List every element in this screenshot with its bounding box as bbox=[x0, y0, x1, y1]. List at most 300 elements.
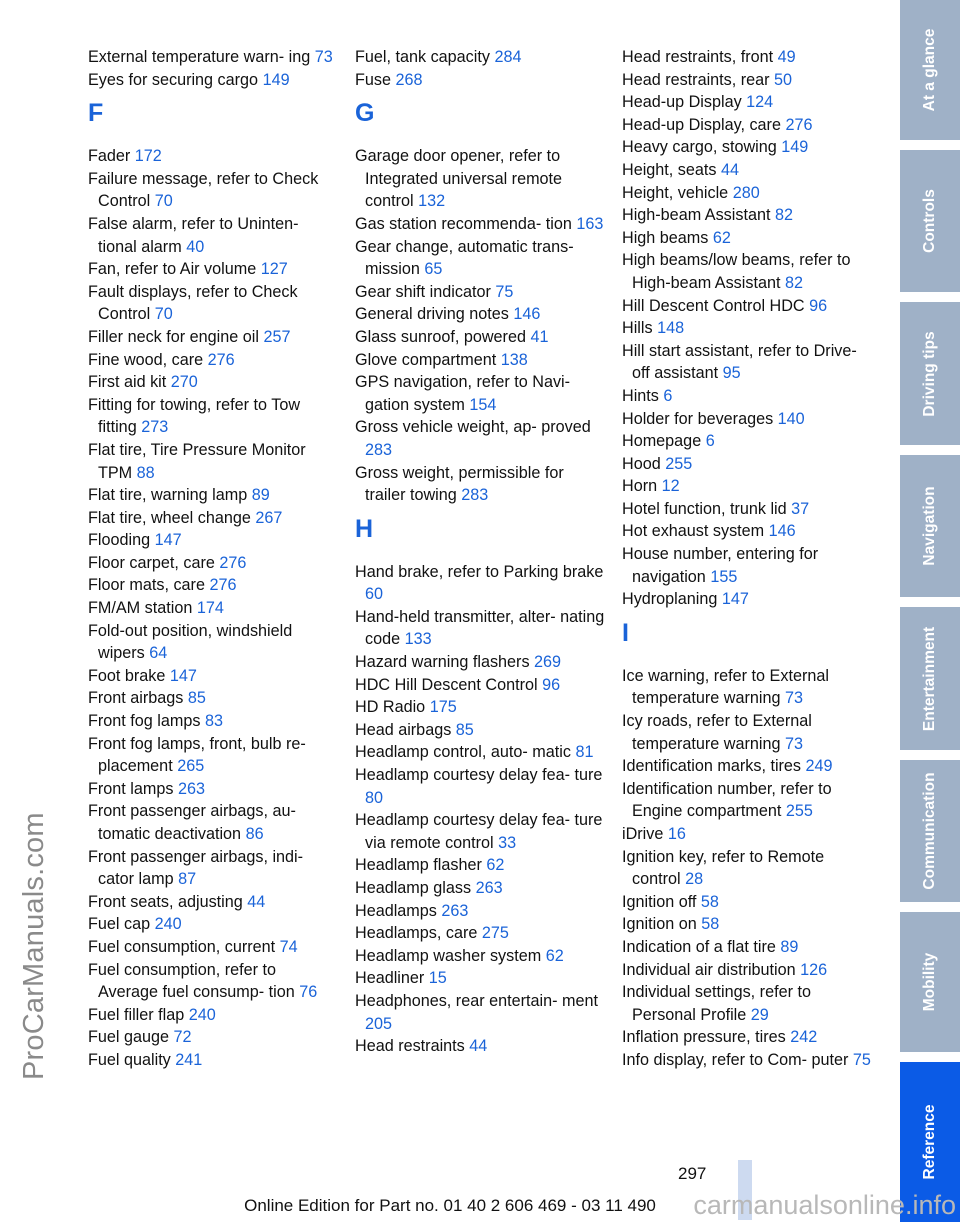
index-entry-text: Flat tire, wheel change bbox=[88, 508, 251, 527]
index-page-link[interactable]: 255 bbox=[785, 802, 813, 821]
index-page-link[interactable]: 154 bbox=[469, 395, 497, 414]
index-entry-text: Head restraints, rear bbox=[622, 70, 770, 89]
index-entry-text: Height, seats bbox=[622, 160, 717, 179]
index-page-link[interactable]: 44 bbox=[247, 892, 266, 911]
index-entry bbox=[622, 159, 872, 182]
index-page-link[interactable]: 163 bbox=[576, 214, 604, 233]
index-entry bbox=[355, 561, 605, 606]
section-tab-at-a-glance[interactable] bbox=[900, 0, 960, 140]
index-page-link[interactable]: 149 bbox=[262, 70, 290, 89]
index-page-link[interactable]: 33 bbox=[498, 833, 517, 852]
index-entry-text: External temperature warn‐ ing bbox=[88, 48, 311, 66]
index-entry bbox=[355, 281, 605, 304]
index-entry-text: Hydroplaning bbox=[622, 590, 718, 609]
index-page-link[interactable]: 148 bbox=[657, 319, 685, 338]
index-entry bbox=[355, 945, 605, 968]
index-page-link[interactable]: 241 bbox=[175, 1050, 203, 1069]
index-entry bbox=[88, 552, 338, 575]
index-page-link[interactable]: 267 bbox=[255, 508, 283, 527]
index-entry bbox=[622, 936, 872, 959]
index-entry-text: Headlamp courtesy delay fea‐ ture via remote control bbox=[355, 811, 603, 852]
index-entry bbox=[355, 349, 605, 372]
index-entry-text: Fuel, tank capacity bbox=[355, 48, 490, 66]
index-page-link[interactable]: 283 bbox=[461, 486, 489, 505]
index-entry bbox=[355, 900, 605, 923]
index-page-link[interactable]: 89 bbox=[780, 937, 799, 956]
index-entry-text: Head airbags bbox=[355, 720, 452, 739]
section-tab-label: Mobility bbox=[921, 952, 938, 1012]
index-entry-text: Horn bbox=[622, 477, 658, 496]
index-entry-text: Gear shift indicator bbox=[355, 282, 491, 301]
index-page-link[interactable]: 82 bbox=[784, 273, 803, 292]
index-page-link[interactable]: 62 bbox=[545, 946, 564, 965]
index-entry-text: Gross vehicle weight, ap‐ proved bbox=[355, 418, 591, 437]
index-entry-text: Info display, refer to Com‐ puter bbox=[622, 1050, 849, 1069]
index-entry-text: Floor mats, care bbox=[88, 576, 205, 595]
index-page-link[interactable]: 124 bbox=[746, 93, 774, 112]
index-entry bbox=[88, 687, 338, 710]
index-page-link[interactable]: 174 bbox=[196, 599, 224, 618]
index-page-link[interactable]: 6 bbox=[705, 432, 715, 451]
index-entry bbox=[622, 778, 872, 823]
index-entry bbox=[622, 959, 872, 982]
index-entry bbox=[88, 349, 338, 372]
index-entry bbox=[622, 588, 872, 611]
index-page-link[interactable]: 126 bbox=[800, 960, 828, 979]
index-entry-text: Ignition key, refer to Remote control bbox=[622, 847, 825, 889]
index-page-link[interactable]: 284 bbox=[494, 48, 522, 66]
index-entry-text: Headliner bbox=[355, 969, 425, 988]
index-page-link[interactable]: 147 bbox=[154, 531, 182, 550]
index-page-link[interactable]: 263 bbox=[177, 779, 205, 798]
index-page-link[interactable]: 276 bbox=[209, 576, 237, 595]
index-page-link[interactable]: 72 bbox=[173, 1028, 192, 1047]
index-page-link[interactable]: 132 bbox=[418, 192, 446, 211]
index-page-link[interactable]: 270 bbox=[170, 373, 198, 392]
index-page-link[interactable]: 70 bbox=[154, 305, 173, 324]
index-page-link[interactable]: 140 bbox=[777, 409, 805, 428]
index-entry bbox=[88, 710, 338, 733]
section-tab-label: Communication bbox=[921, 772, 938, 890]
footer-watermark: carmanualsonline.info bbox=[693, 1190, 956, 1220]
index-entry bbox=[88, 574, 338, 597]
index-page-link[interactable]: 96 bbox=[809, 296, 828, 315]
index-entry bbox=[622, 846, 872, 891]
index-entry bbox=[88, 484, 338, 507]
index-entry-text: Hazard warning flashers bbox=[355, 653, 530, 672]
index-entry-text: Front fog lamps, front, bulb re‐ placement bbox=[88, 734, 306, 776]
index-entry-text: Filler neck for engine oil bbox=[88, 327, 259, 346]
index-page-link[interactable]: 95 bbox=[722, 364, 741, 383]
section-tab-mobility[interactable] bbox=[900, 912, 960, 1052]
index-entry bbox=[88, 620, 338, 665]
index-entry-text: Hot exhaust system bbox=[622, 522, 765, 541]
index-entry bbox=[88, 1049, 338, 1072]
index-entry-text: Fuel gauge bbox=[88, 1028, 170, 1047]
index-entry-text: Flat tire, warning lamp bbox=[88, 486, 248, 505]
index-entry bbox=[355, 741, 605, 764]
index-page-link[interactable]: 87 bbox=[178, 870, 197, 889]
index-entry bbox=[88, 439, 338, 484]
index-entry bbox=[88, 145, 338, 168]
index-page-link[interactable]: 85 bbox=[455, 720, 474, 739]
index-page-link[interactable]: 276 bbox=[785, 115, 813, 134]
index-entry-text: Head restraints, front bbox=[622, 48, 774, 66]
index-entry bbox=[355, 674, 605, 697]
index-entry-text: HD Radio bbox=[355, 698, 426, 717]
index-entry bbox=[622, 227, 872, 250]
index-entry bbox=[622, 430, 872, 453]
section-tab-label: Controls bbox=[921, 189, 938, 253]
index-page-link[interactable]: 16 bbox=[667, 825, 686, 843]
index-entry-text: Headlamp flasher bbox=[355, 856, 482, 875]
index-entry-text: Ice warning, refer to External temperature warning bbox=[622, 666, 829, 708]
index-page-link[interactable]: 44 bbox=[720, 160, 739, 179]
index-entry bbox=[88, 326, 338, 349]
index-page-link[interactable]: 29 bbox=[750, 1005, 769, 1024]
index-entry-text: Identification marks, tires bbox=[622, 757, 802, 776]
index-column-1 bbox=[88, 46, 338, 1072]
index-entry bbox=[355, 877, 605, 900]
index-entry bbox=[88, 258, 338, 281]
index-entry bbox=[88, 371, 338, 394]
index-entry bbox=[355, 416, 605, 461]
index-page-link[interactable]: 146 bbox=[768, 522, 796, 541]
index-entry-text: iDrive bbox=[622, 825, 664, 843]
index-entry bbox=[88, 69, 338, 92]
index-entry-text: High-beam Assistant bbox=[622, 206, 771, 225]
index-page-link[interactable]: 49 bbox=[777, 48, 796, 66]
index-entry bbox=[622, 755, 872, 778]
index-entry bbox=[355, 236, 605, 281]
index-entry bbox=[355, 371, 605, 416]
index-page-link[interactable]: 276 bbox=[207, 350, 235, 369]
index-entry bbox=[88, 1004, 338, 1027]
index-entry-text: Individual air distribution bbox=[622, 960, 796, 979]
index-entry-text: Headlamps, care bbox=[355, 924, 478, 943]
index-entry-text: Ignition off bbox=[622, 892, 697, 911]
index-entry-text: Identification number, refer to Engine compartment bbox=[622, 779, 832, 821]
index-entry bbox=[622, 543, 872, 588]
section-tab-label: Navigation bbox=[921, 486, 938, 566]
index-entry-text: Headlamp control, auto‐ matic bbox=[355, 743, 571, 762]
index-page-link[interactable]: 41 bbox=[530, 327, 549, 346]
index-entry bbox=[622, 91, 872, 114]
index-page-link[interactable]: 257 bbox=[263, 327, 291, 346]
index-page-link[interactable]: 172 bbox=[134, 147, 162, 166]
index-page-link[interactable]: 89 bbox=[251, 486, 270, 505]
index-page-link[interactable]: 268 bbox=[395, 70, 423, 89]
index-page-link[interactable]: 81 bbox=[575, 743, 594, 762]
index-entry-text: Head restraints bbox=[355, 1037, 465, 1056]
index-page-link[interactable]: 83 bbox=[204, 712, 223, 731]
index-page-link[interactable]: 240 bbox=[154, 915, 182, 934]
index-entry bbox=[622, 665, 872, 710]
index-entry-text: House number, entering for navigation bbox=[622, 545, 819, 586]
index-entry-text: Hand brake, refer to Parking brake bbox=[355, 562, 604, 581]
index-letter-heading: F bbox=[88, 99, 104, 128]
index-entry-text: First aid kit bbox=[88, 373, 167, 392]
index-page-link[interactable]: 62 bbox=[486, 856, 505, 875]
index-entry-text: Fitting for towing, refer to Tow fitting bbox=[88, 395, 301, 437]
index-page-link[interactable]: 127 bbox=[260, 260, 288, 279]
section-tab-communication[interactable] bbox=[900, 760, 960, 902]
index-entry-text: Homepage bbox=[622, 432, 702, 451]
index-entry-text: Flat tire, Tire Pressure Monitor TPM bbox=[88, 440, 306, 482]
index-page-link[interactable]: 37 bbox=[791, 499, 810, 518]
index-entry-text: Holder for beverages bbox=[622, 409, 774, 428]
index-entry bbox=[88, 778, 338, 801]
index-entry-text: Floor carpet, care bbox=[88, 553, 215, 572]
index-page-link[interactable]: 263 bbox=[475, 879, 503, 897]
index-entry bbox=[622, 453, 872, 476]
index-entry bbox=[622, 823, 872, 846]
index-entry-text: False alarm, refer to Uninten‐ tional alarm bbox=[88, 214, 299, 256]
index-page-link[interactable]: 255 bbox=[665, 454, 693, 473]
index-page-link[interactable]: 86 bbox=[245, 825, 264, 843]
index-entry bbox=[622, 1026, 872, 1049]
index-page-link[interactable]: 146 bbox=[513, 305, 541, 324]
index-page-link[interactable]: 269 bbox=[534, 653, 562, 672]
index-entry bbox=[355, 303, 605, 326]
index-page-link[interactable]: 75 bbox=[852, 1050, 871, 1069]
index-entry bbox=[88, 1026, 338, 1049]
index-entry bbox=[622, 136, 872, 159]
index-entry-text: Gear change, automatic trans‐ mission bbox=[355, 237, 574, 279]
index-page-link[interactable]: 65 bbox=[424, 260, 443, 279]
index-entry bbox=[355, 719, 605, 742]
index-letter-heading: G bbox=[355, 99, 375, 128]
index-entry bbox=[355, 922, 605, 945]
section-tab-sidebar bbox=[900, 0, 960, 1222]
index-entry bbox=[622, 891, 872, 914]
section-tab-controls[interactable] bbox=[900, 150, 960, 292]
index-entry-text: FM/AM station bbox=[88, 599, 193, 618]
index-entry-text: Hand-held transmitter, alter‐ nating code bbox=[355, 607, 605, 649]
index-page-link[interactable]: 280 bbox=[732, 183, 760, 202]
index-entry-text: Inflation pressure, tires bbox=[622, 1028, 786, 1047]
index-entry-text: Fuel filler flap bbox=[88, 1005, 185, 1024]
index-page-link[interactable]: 147 bbox=[721, 590, 749, 609]
index-entry bbox=[355, 213, 605, 236]
index-column-2 bbox=[355, 46, 605, 1058]
index-entry-text: Headlamp glass bbox=[355, 879, 472, 897]
index-page-link[interactable]: 82 bbox=[774, 206, 793, 225]
index-entry-text: Hints bbox=[622, 386, 659, 405]
index-page-link[interactable]: 12 bbox=[661, 477, 680, 496]
index-page-link[interactable]: 283 bbox=[365, 440, 393, 459]
index-page-link[interactable]: 60 bbox=[365, 585, 384, 604]
index-entry bbox=[355, 606, 605, 651]
section-tab-label: Entertainment bbox=[921, 626, 938, 731]
index-entry-text: Fuse bbox=[355, 70, 391, 89]
index-page-link[interactable]: 58 bbox=[700, 892, 719, 911]
index-entry-text: Fuel cap bbox=[88, 915, 151, 934]
index-entry bbox=[88, 46, 338, 69]
index-entry bbox=[355, 326, 605, 349]
index-entry-text: Garage door opener, refer to Integrated universal remote control bbox=[355, 147, 563, 211]
index-column-3 bbox=[622, 46, 872, 1072]
index-entry bbox=[88, 891, 338, 914]
index-entry-text: Front seats, adjusting bbox=[88, 892, 243, 911]
index-entry-text: Head-up Display bbox=[622, 93, 742, 112]
section-tab-label: Reference bbox=[921, 1104, 938, 1180]
index-entry-text: Headphones, rear entertain‐ ment bbox=[355, 991, 598, 1010]
index-entry-text: Hills bbox=[622, 319, 653, 338]
index-page-link[interactable]: 6 bbox=[663, 386, 673, 405]
index-letter-heading: H bbox=[355, 514, 374, 543]
index-page-link[interactable]: 15 bbox=[428, 969, 447, 988]
index-page-link[interactable]: 273 bbox=[141, 418, 169, 437]
index-page-link[interactable]: 58 bbox=[701, 915, 720, 934]
index-entry bbox=[622, 1049, 872, 1072]
index-entry-text: High beams/low beams, refer to High-beam Assistant bbox=[622, 251, 851, 292]
index-entry-text: Front passenger airbags, au‐ tomatic deactivation bbox=[88, 802, 296, 843]
index-entry-text: Flooding bbox=[88, 531, 151, 550]
index-entry-text: Hill start assistant, refer to Drive-off assistant bbox=[622, 341, 857, 383]
index-entry bbox=[622, 317, 872, 340]
index-page-link[interactable]: 88 bbox=[136, 463, 155, 482]
index-entry-text: Individual settings, refer to Personal Profile bbox=[622, 983, 811, 1024]
index-entry bbox=[88, 168, 338, 213]
index-page-link[interactable]: 50 bbox=[774, 70, 793, 89]
index-entry bbox=[355, 46, 605, 69]
index-entry bbox=[622, 475, 872, 498]
index-entry-text: Fader bbox=[88, 147, 131, 166]
index-entry-text: Hotel function, trunk lid bbox=[622, 499, 787, 518]
index-page-link[interactable]: 73 bbox=[314, 48, 333, 66]
footer-edition-text: Online Edition for Part no. 01 40 2 606 469 - 03 11 490 bbox=[244, 1196, 656, 1215]
index-entry-text: Hill Descent Control HDC bbox=[622, 296, 805, 315]
index-page-link[interactable]: 64 bbox=[149, 644, 168, 663]
index-entry bbox=[622, 182, 872, 205]
index-entry-text: Fan, refer to Air volume bbox=[88, 260, 257, 279]
index-entry bbox=[355, 967, 605, 990]
index-entry bbox=[88, 507, 338, 530]
index-entry bbox=[622, 295, 872, 318]
index-entry bbox=[622, 520, 872, 543]
index-entry-text: Gas station recommenda‐ tion bbox=[355, 214, 572, 233]
section-tab-driving-tips[interactable] bbox=[900, 302, 960, 445]
index-page-link[interactable]: 70 bbox=[154, 192, 173, 211]
index-entry bbox=[355, 1035, 605, 1058]
page-number: 297 bbox=[678, 1164, 707, 1183]
index-entry bbox=[88, 394, 338, 439]
index-page-link[interactable]: 276 bbox=[219, 553, 247, 572]
index-entry-text: Glove compartment bbox=[355, 350, 497, 369]
index-page-link[interactable]: 133 bbox=[404, 630, 432, 649]
index-page-link[interactable]: 263 bbox=[441, 901, 469, 920]
index-page-link[interactable]: 205 bbox=[365, 1014, 393, 1033]
index-entry bbox=[88, 800, 338, 845]
section-tab-navigation[interactable] bbox=[900, 455, 960, 597]
index-page-link[interactable]: 28 bbox=[685, 870, 704, 889]
index-page-link[interactable]: 74 bbox=[279, 937, 298, 956]
index-entry bbox=[622, 69, 872, 92]
index-page-link[interactable]: 96 bbox=[542, 675, 561, 694]
index-entry bbox=[355, 696, 605, 719]
index-entry bbox=[88, 281, 338, 326]
index-entry-text: Hood bbox=[622, 454, 661, 473]
index-page-link[interactable]: 62 bbox=[712, 228, 731, 247]
index-entry bbox=[355, 854, 605, 877]
index-page-link[interactable]: 85 bbox=[187, 689, 206, 708]
index-entry-text: Headlamp courtesy delay fea‐ ture bbox=[355, 766, 603, 785]
index-entry bbox=[622, 408, 872, 431]
index-page-link[interactable]: 76 bbox=[299, 983, 318, 1002]
index-entry bbox=[622, 204, 872, 227]
index-entry bbox=[622, 498, 872, 521]
index-page-link[interactable]: 240 bbox=[188, 1005, 216, 1024]
index-entry-text: Front fog lamps bbox=[88, 712, 201, 731]
index-entry-text: Front passenger airbags, indi‐ cator lamp bbox=[88, 847, 304, 889]
index-entry bbox=[88, 936, 338, 959]
index-page-link[interactable]: 175 bbox=[429, 698, 457, 717]
index-page-link[interactable]: 138 bbox=[500, 350, 528, 369]
index-page-link[interactable]: 275 bbox=[481, 924, 509, 943]
index-entry bbox=[88, 733, 338, 778]
index-entry bbox=[88, 665, 338, 688]
index-entry-text: Failure message, refer to Check Control bbox=[88, 169, 319, 211]
index-page-link[interactable]: 75 bbox=[495, 282, 514, 301]
section-tab-entertainment[interactable] bbox=[900, 607, 960, 750]
index-page-link[interactable]: 147 bbox=[169, 666, 197, 685]
index-entry-text: Gross weight, permissible for trailer towing bbox=[355, 463, 564, 505]
index-entry bbox=[622, 340, 872, 385]
index-entry-text: Fault displays, refer to Check Control bbox=[88, 282, 298, 324]
index-entry-text: High beams bbox=[622, 228, 709, 247]
index-page-link[interactable]: 149 bbox=[781, 138, 809, 157]
index-entry bbox=[355, 651, 605, 674]
index-entry-text: Fuel consumption, refer to Average fuel consump‐ tion bbox=[88, 960, 295, 1002]
index-page-link[interactable]: 44 bbox=[469, 1037, 488, 1056]
index-entry bbox=[622, 913, 872, 936]
index-entry bbox=[622, 710, 872, 755]
index-letter-heading: I bbox=[622, 618, 629, 647]
index-page-link[interactable]: 242 bbox=[790, 1028, 818, 1047]
index-page-link[interactable]: 73 bbox=[784, 689, 803, 708]
index-entry bbox=[88, 213, 338, 258]
index-page-link[interactable]: 249 bbox=[805, 757, 833, 776]
index-page-link[interactable]: 73 bbox=[784, 734, 803, 753]
index-page-link[interactable]: 40 bbox=[186, 237, 205, 256]
index-entry-text: HDC Hill Descent Control bbox=[355, 675, 538, 694]
index-entry-text: Front lamps bbox=[88, 779, 174, 798]
index-entry-text: Front airbags bbox=[88, 689, 184, 708]
index-page-link[interactable]: 155 bbox=[710, 567, 738, 586]
index-entry-text: Eyes for securing cargo bbox=[88, 70, 259, 89]
section-tab-label: Driving tips bbox=[921, 330, 938, 417]
index-entry-text: Icy roads, refer to External temperature warning bbox=[622, 712, 812, 753]
index-entry bbox=[355, 462, 605, 507]
index-entry-text: Fine wood, care bbox=[88, 350, 204, 369]
index-entry bbox=[355, 764, 605, 809]
index-entry-text: Fuel consumption, current bbox=[88, 937, 276, 956]
index-entry bbox=[88, 846, 338, 891]
index-entry-text: Height, vehicle bbox=[622, 183, 729, 202]
index-entry bbox=[88, 597, 338, 620]
index-entry-text: Fold-out position, windshield wipers bbox=[88, 621, 293, 663]
index-entry bbox=[88, 913, 338, 936]
index-entry-text: Foot brake bbox=[88, 666, 166, 685]
index-entry bbox=[88, 529, 338, 552]
index-page-link[interactable]: 80 bbox=[365, 788, 384, 807]
index-entry-text: Head-up Display, care bbox=[622, 115, 781, 134]
index-entry bbox=[622, 249, 872, 294]
index-entry-text: General driving notes bbox=[355, 305, 509, 324]
section-tab-label: At a glance bbox=[921, 28, 938, 112]
index-page-link[interactable]: 265 bbox=[177, 757, 205, 776]
